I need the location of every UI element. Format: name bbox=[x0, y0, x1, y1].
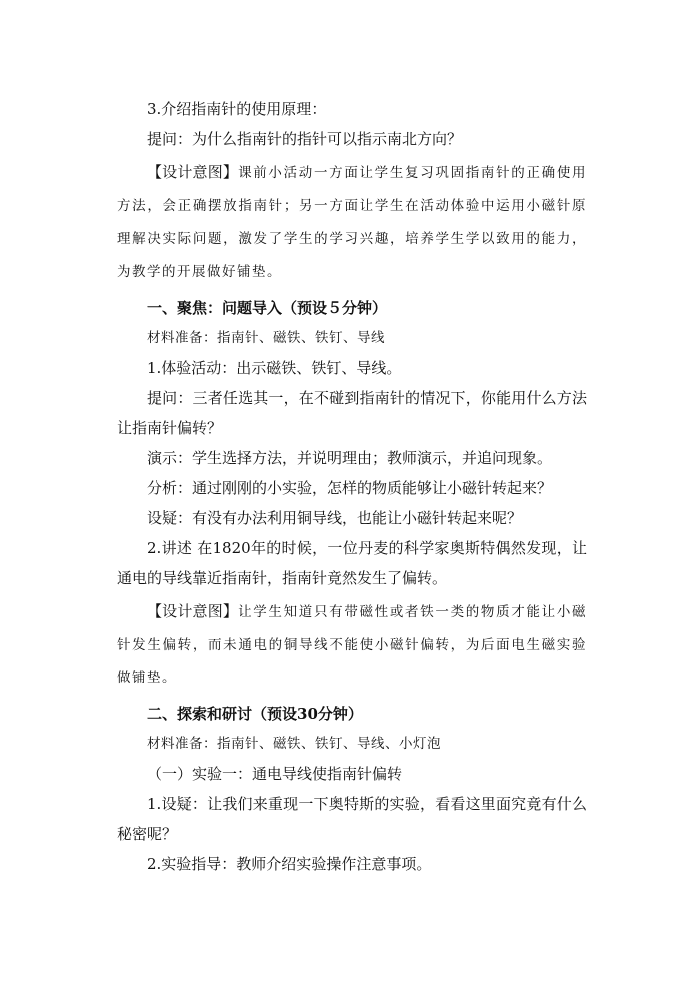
paragraph-query-reproduce: 1.设疑：让我们来重现一下奥特斯的实验，看看这里面究竟有什么秘密呢？ bbox=[117, 795, 587, 843]
paragraph-experience-activity: 1.体验活动：出示磁铁、铁钉、导线。 bbox=[147, 359, 402, 377]
paragraph-demonstration: 演示：学生选择方法，并说明理由；教师演示，并追问现象。 bbox=[147, 449, 553, 467]
paragraph-materials-2: 材料准备：指南针、磁铁、铁钉、导线、小灯泡 bbox=[147, 736, 441, 752]
paragraph-question-deflect: 提问：三者任选其一，在不碰到指南针的情况下，你能用什么方法让指南针偏转？ bbox=[117, 389, 587, 437]
paragraph-question-compass: 提问：为什么指南针的指针可以指示南北方向？ bbox=[147, 130, 463, 148]
design-intent-text: 课前小活动一方面让学生复习巩固指南针的正确使用方法，会正确摆放指南针；另一方面让学生在活动体验中运用小磁针原理解决实际问题，激发了学生的学习兴趣，培养学生学以致用的能力，为教学的开展做好铺垫。 bbox=[117, 165, 587, 280]
paragraph-design-intent-1 bbox=[117, 156, 587, 289]
paragraph-query: 设疑：有没有办法利用铜导线，也能让小磁针转起来呢？ bbox=[147, 509, 523, 527]
paragraph-analysis: 分析：通过刚刚的小实验，怎样的物质能够让小磁针转起来？ bbox=[147, 479, 553, 497]
section-heading-explore: 二、探索和研讨（预设30分钟） bbox=[147, 705, 363, 723]
paragraph-experiment-guidance: 2.实验指导：教师介绍实验操作注意事项。 bbox=[147, 855, 432, 873]
subsection-heading-experiment-1: （一）实验一：通电导线使指南针偏转 bbox=[147, 765, 403, 783]
paragraph-design-intent-2 bbox=[117, 595, 587, 695]
paragraph-narration-oersted: 2.讲述 在1820年的时候，一位丹麦的科学家奥斯特偶然发现，让通电的导线靠近指南针，指南针竟然发生了偏转。 bbox=[117, 539, 587, 587]
section-heading-focus: 一、聚焦：问题导入（预设５分钟） bbox=[147, 299, 388, 317]
design-intent-label: 【设计意图】 bbox=[147, 602, 239, 620]
paragraph-materials-1: 材料准备：指南针、磁铁、铁钉、导线 bbox=[147, 330, 385, 346]
document-body bbox=[117, 94, 587, 879]
paragraph-principle-intro: 3.介绍指南针的使用原理： bbox=[147, 100, 327, 118]
design-intent-text: 让学生知道只有带磁性或者铁一类的物质才能让小磁针发生偏转，而未通电的铜导线不能使小磁针偏转，为后面电生磁实验做铺垫。 bbox=[117, 604, 587, 686]
design-intent-label: 【设计意图】 bbox=[147, 163, 239, 181]
